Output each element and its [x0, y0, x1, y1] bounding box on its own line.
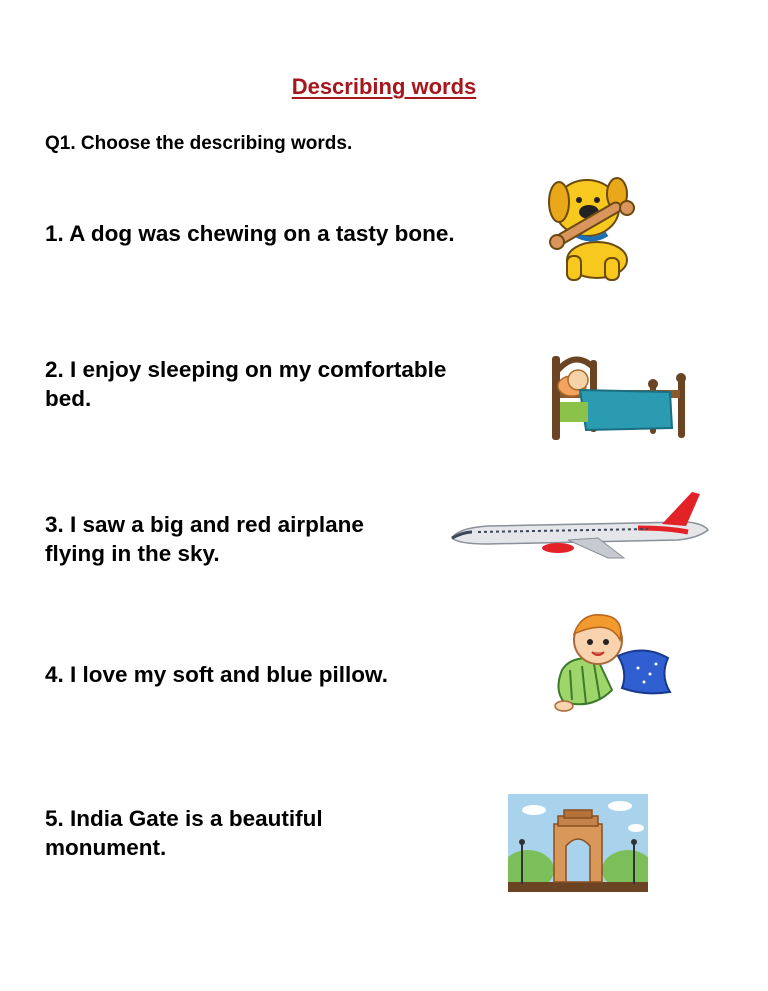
sentence-3-line-2: flying in the sky. — [45, 541, 220, 566]
airplane-icon — [448, 488, 712, 560]
sentence-2 — [45, 355, 446, 413]
page-title: Describing words — [291, 74, 477, 99]
sentence-4-line-1: 4. I love my soft and blue pillow. — [45, 662, 388, 687]
sentence-5-line-2: monument. — [45, 835, 167, 860]
sentence-5-line-1: 5. India Gate is a beautiful — [45, 806, 323, 831]
sentence-1-line-1: 1. A dog was chewing on a tasty bone. — [45, 221, 455, 246]
sentence-4 — [45, 660, 388, 689]
sentence-1 — [45, 219, 455, 248]
bed-icon — [550, 350, 690, 442]
child-pillow-icon — [552, 610, 677, 712]
sentence-5 — [45, 804, 323, 862]
question-prompt: Q1. Choose the describing words. — [45, 133, 353, 154]
sentence-3 — [45, 510, 364, 568]
india-gate-icon — [508, 794, 648, 892]
sentence-2-line-1: 2. I enjoy sleeping on my comfortable — [45, 357, 447, 382]
sentence-3-line-1: 3. I saw a big and red airplane — [45, 512, 364, 537]
dog-with-bone-icon — [545, 172, 640, 284]
sentence-2-line-2: bed. — [45, 386, 92, 411]
